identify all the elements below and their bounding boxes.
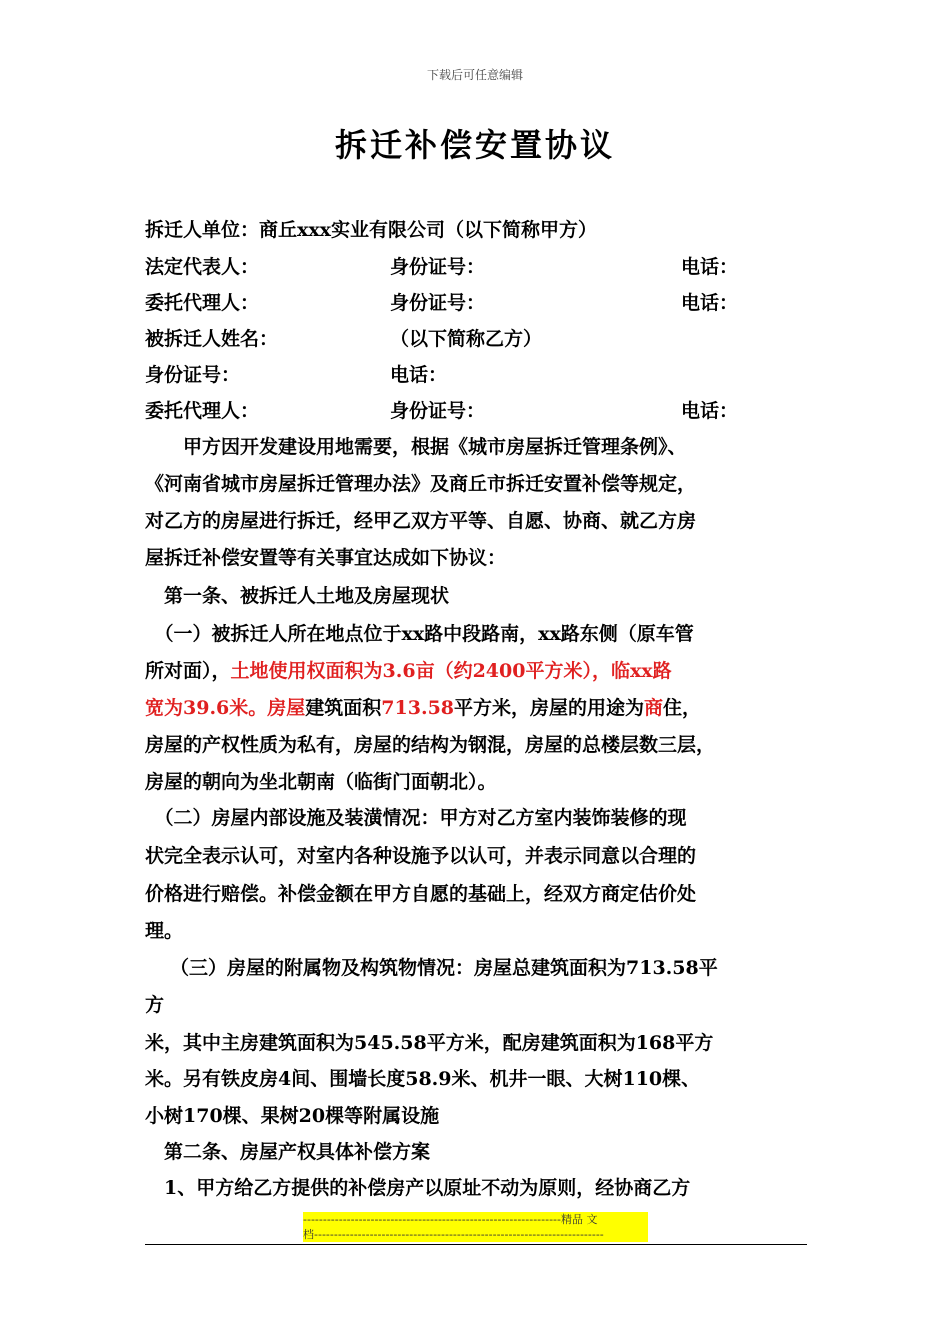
footer-divider [145,1244,807,1245]
article-1-heading: 第一条、被拆迁人土地及房屋现状 [145,585,450,607]
party-b-name-row [145,321,810,357]
item-1-line: （一）被拆迁人所在地点位于xx路中段路南，xx路东侧（原车管 [145,623,694,645]
party-a-agent-row [145,285,810,321]
intro-line: 屋拆迁补偿安置等有关事宜达成如下协议： [145,547,507,569]
item-2-line: （二）房屋内部设施及装潢情况：甲方对乙方室内装饰装修的现 [145,807,687,829]
party-b-alias: （以下简称乙方） [390,328,543,350]
item-1-line: 房屋的朝向为坐北朝南（临街门面朝北）。 [145,771,497,793]
document-title: 拆迁补偿安置协议 [334,126,615,164]
text-segment: 住， [663,697,702,719]
footer-watermark [303,1212,648,1242]
label-phone: 电话： [390,364,448,386]
building-area-highlight: 713.58 [381,697,455,719]
label-id-number: 身份证号： [390,400,486,422]
text-segment: 建筑面积 [305,697,382,719]
item-3-line: （三）房屋的附属物及构筑物情况：房屋总建筑面积为713.58平 [170,957,718,979]
item-3-line: 米，其中主房建筑面积为545.58平方米，配房建筑面积为168平方 [145,1032,714,1054]
label-phone: 电话： [681,256,739,278]
item-1-line: 房屋的产权性质为私有，房屋的结构为钢混，房屋的总楼层数三层， [145,734,716,756]
clause-1-line: 1、甲方给乙方提供的补偿房产以原址不动为原则，经协商乙方 [145,1177,691,1199]
label-agent: 委托代理人： [145,292,260,314]
footer-line: -----------------------------------------------------------------精品 文 [303,1213,598,1226]
label-relocatee-name: 被拆迁人姓名： [145,328,279,350]
item-3-line: 米。另有铁皮房4间、围墙长度58.9米、机井一眼、大树110棵、 [145,1068,701,1090]
footer-line: 档------------------------------------------------------------------------- [303,1228,604,1241]
header-note: 下载后可任意编辑 [426,68,523,82]
label-legal-rep: 法定代表人： [145,256,260,278]
intro-line: 《河南省城市房屋拆迁管理办法》及商丘市拆迁安置补偿等规定， [145,473,697,495]
item-2-line: 理。 [145,920,184,942]
label-agent: 委托代理人： [145,400,260,422]
intro-line: 对乙方的房屋进行拆迁，经甲乙双方平等、自愿、协商、就乙方房 [145,510,697,532]
item-3-line: 方 [145,994,165,1016]
label-id-number: 身份证号： [390,292,486,314]
item-1-line [145,653,810,689]
item-3-line: 小树170棵、果树20棵等附属设施 [145,1105,440,1127]
label-id-number: 身份证号： [145,364,241,386]
label-id-number: 身份证号： [390,256,486,278]
text-segment: 所对面）， [145,660,231,682]
party-a-legal-rep-row [145,249,810,285]
intro-line: 甲方因开发建设用地需要，根据《城市房屋拆迁管理条例》、 [145,436,687,458]
party-b-id-row [145,357,810,393]
land-area-highlight: 土地使用权面积为3.6亩（约2400平方米），临xx路 [230,660,672,682]
article-2-heading: 第二条、房屋产权具体补偿方案 [145,1141,431,1163]
party-b-agent-row [145,393,810,429]
party-a-unit: 拆迁人单位：商丘xxx实业有限公司（以下简称甲方） [145,219,597,241]
item-2-line: 状完全表示认可，对室内各种设施予以认可，并表示同意以合理的 [145,845,697,867]
item-1-line [145,690,810,726]
road-width-highlight: 宽为39.6米。房屋 [145,697,306,719]
label-phone: 电话： [681,292,739,314]
item-2-line: 价格进行赔偿。补偿金额在甲方自愿的基础上，经双方商定估价处 [145,883,697,905]
label-phone: 电话： [681,400,739,422]
usage-highlight: 商 [644,697,664,719]
text-segment: 平方米，房屋的用途为 [454,697,645,719]
